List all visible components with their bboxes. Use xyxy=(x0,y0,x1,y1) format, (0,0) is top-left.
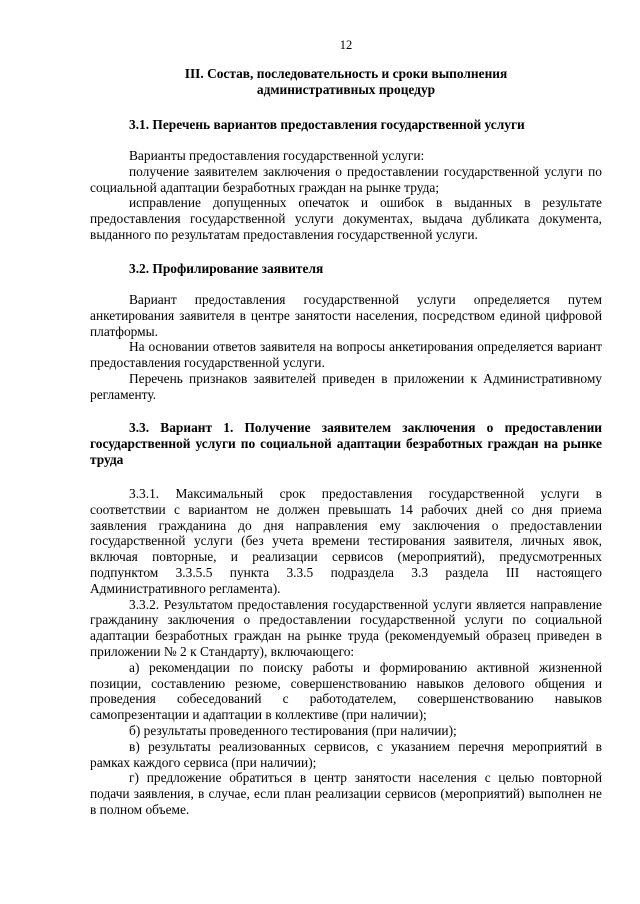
paragraph: б) результаты проведенного тестирования (при наличии); xyxy=(129,722,457,738)
subsection-3-2 xyxy=(90,261,602,277)
section-title xyxy=(90,66,602,98)
paragraph: получение заявителем заключения о предоставлении государственной услуги по социальной адаптации безработных граждан на рынке труда; xyxy=(90,163,602,195)
paragraph: Перечень признаков заявителей приведен в приложении к Административному регламенту. xyxy=(90,370,602,402)
subsection-3-1-body xyxy=(90,148,602,243)
paragraph: а) рекомендации по поиску работы и формированию активной жизненной позиции, составлению резюме, совершенствованию навыков делового общения и проведения собеседований с работодателем, совершенствованию навыков самопрезентации и адаптации в коллективе (при наличии); xyxy=(90,659,602,723)
subsection-3-1 xyxy=(90,117,602,133)
section-title-line-2: административных процедур xyxy=(256,81,436,97)
subsection-heading: 3.1. Перечень вариантов предоставления государственной услуги xyxy=(129,117,525,132)
paragraph: 3.3.2. Результатом предоставления государственной услуги является направление гражданину заключения о предоставлении государственной услуги по социальной адаптации безработных граждан на рынке труда (рекомендуемый образец приведен в приложении № 2 к Стандарту), включающего: xyxy=(90,596,602,659)
subsection-3-2-body xyxy=(90,292,602,403)
paragraph: 3.3.1. Максимальный срок предоставления государственной услуги в соответствии с вариантом не должен превышать 14 рабочих дней со дня приема заявления гражданина до дня направления ему заключения о предоставлении государственной услуги (без учета времени тестирования заявителя, личных явок, включая повторные, и реализации сервисов (мероприятий), предусмотренных подпунктом 3.3.5.5 пункта 3.3.5 подраздела 3.3 раздела III настоящего Административного регламента). xyxy=(90,486,602,596)
page-number: 12 xyxy=(339,38,353,52)
paragraph: г) предложение обратиться в центр занятости населения с целью повторной подачи заявления, в случае, если план реализации сервисов (мероприятий) выполнен не в полном объеме. xyxy=(90,770,602,817)
subsection-3-3-body xyxy=(90,486,602,818)
paragraph: Варианты предоставления государственной услуги: xyxy=(129,148,425,163)
paragraph: исправление допущенных опечаток и ошибок в выданных в результате предоставления государственной услуги документах, выдача дубликата документа, выданного по результатам предоставления государственной услуги. xyxy=(90,195,602,242)
section-title-line-1: III. Состав, последовательность и сроки выполнения xyxy=(184,66,508,81)
paragraph: в) результаты реализованных сервисов, с указанием перечня мероприятий в рамках каждого сервиса (при наличии); xyxy=(90,738,602,770)
subsection-heading: 3.3. Вариант 1. Получение заявителем заключения о предоставлении государственной услуги по социальной адаптации безработных граждан на рынке труда xyxy=(90,420,602,467)
subsection-3-3 xyxy=(90,420,602,467)
subsection-heading: 3.2. Профилирование заявителя xyxy=(129,261,324,276)
paragraph: На основании ответов заявителя на вопросы анкетирования определяется вариант предоставления государственной услуги. xyxy=(90,339,602,371)
paragraph: Вариант предоставления государственной услуги определяется путем анкетирования заявителя в центре занятости населения, посредством единой цифровой платформы. xyxy=(90,292,602,339)
